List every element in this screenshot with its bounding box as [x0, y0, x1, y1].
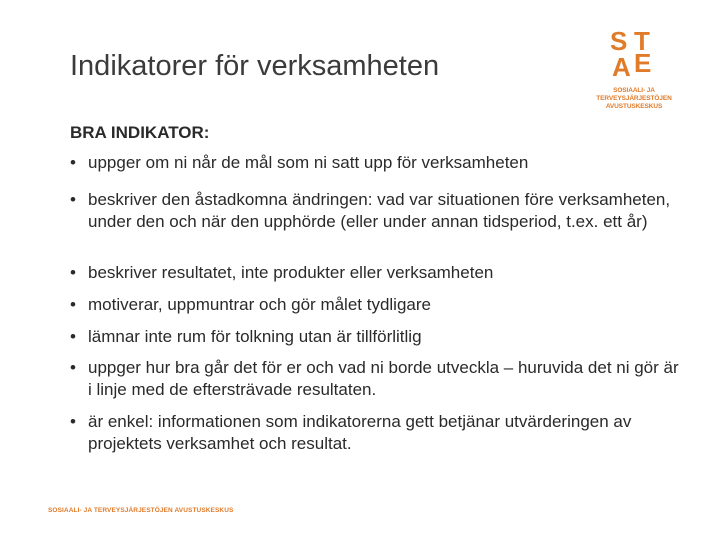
- footer-organization: SOSIAALI- JA TERVEYSJÄRJESTÖJEN AVUSTUSKESKUS: [48, 507, 234, 514]
- logo-letter-a: A: [612, 52, 631, 82]
- bullet-text: uppger hur bra går det för er och vad ni borde utveckla – huruvida det ni gör är i linje med de eftersträvade resultaten.: [88, 358, 679, 399]
- bullet-text: beskriver den åstadkomna ändringen: vad var situationen före verksamheten, under den och när den upphörde (eller under annan tidsperiod, t.ex. ett år): [88, 190, 671, 231]
- logo-caption-line: TERVEYSJÄRJESTÖJEN: [596, 95, 672, 102]
- bullet-dot: •: [70, 295, 76, 314]
- logo-caption: [596, 87, 672, 111]
- bullet-dot: •: [70, 412, 76, 431]
- bullet-item: [70, 262, 680, 284]
- bullet-dot: •: [70, 358, 76, 377]
- bullet-text: är enkel: informationen som indikatorerna gett betjänar utvärderingen av projektets verksamhet och resultat.: [88, 412, 632, 453]
- logo-letter-e: E: [634, 48, 652, 78]
- bullet-dot: •: [70, 190, 76, 209]
- bullet-item: [70, 411, 680, 455]
- logo-letter-s: S: [610, 26, 628, 56]
- bullet-text: uppger om ni når de mål som ni satt upp för verksamheten: [88, 153, 529, 172]
- bullet-item: [70, 357, 680, 401]
- section-heading: BRA INDIKATOR:: [70, 123, 210, 142]
- page-title: Indikatorer för verksamheten: [70, 50, 440, 82]
- bullet-item: [70, 189, 680, 233]
- bullet-dot: •: [70, 327, 76, 346]
- stea-logo: [596, 26, 672, 118]
- bullet-item: [70, 294, 680, 316]
- bullet-item: [70, 326, 680, 348]
- bullet-dot: •: [70, 153, 76, 172]
- bullet-item: [70, 152, 680, 174]
- bullet-dot: •: [70, 263, 76, 282]
- stea-logo-letters: [608, 28, 660, 80]
- bullet-text: lämnar inte rum för tolkning utan är tillförlitlig: [88, 327, 422, 346]
- logo-caption-line: AVUSTUSKESKUS: [605, 103, 663, 110]
- logo-letter-t: T: [634, 26, 650, 56]
- logo-caption-line: SOSIAALI- JA: [613, 87, 655, 94]
- bullet-text: motiverar, uppmuntrar och gör målet tydligare: [88, 295, 431, 314]
- bullet-text: beskriver resultatet, inte produkter eller verksamheten: [88, 263, 494, 282]
